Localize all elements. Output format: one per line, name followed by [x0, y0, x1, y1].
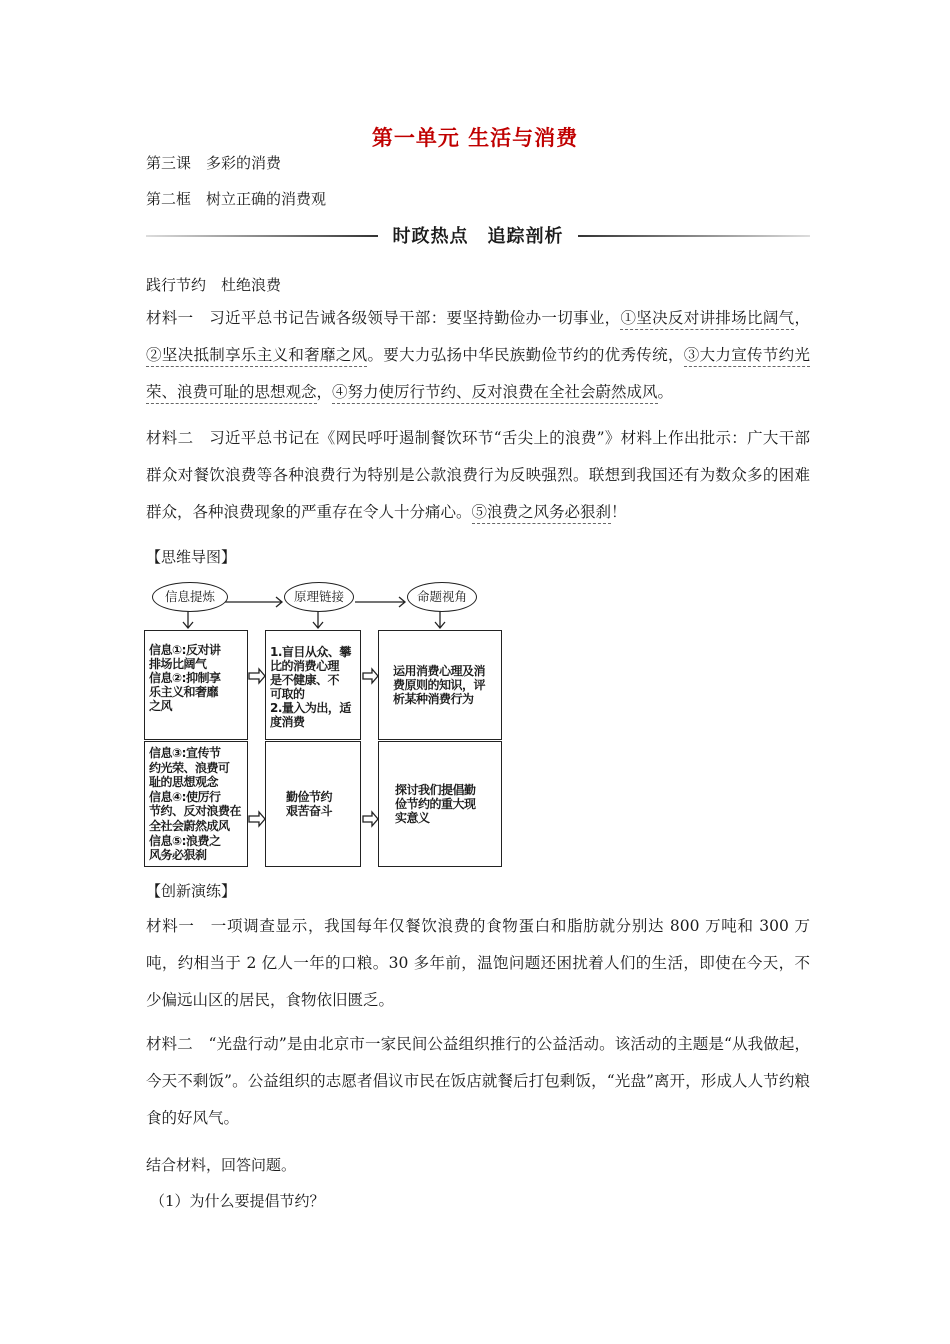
- practice-heading: 【创新演练】: [146, 882, 237, 900]
- topic-heading: 践行节约 杜绝浪费: [146, 276, 282, 294]
- box-line: 耻的思想观念: [149, 775, 219, 790]
- material-one-lead: 材料一 习近平总书记告诫各级领导干部：要坚持勤俭办一切事业，: [146, 309, 621, 327]
- mindmap-heading: 【思维导图】: [146, 548, 237, 566]
- box-line: 信息④:使厉行: [149, 789, 221, 804]
- box-line: 可取的: [270, 687, 305, 701]
- instruction-text: 结合材料，回答问题。: [146, 1156, 297, 1174]
- mind-map: [144, 578, 514, 870]
- box-line: 勤俭节约: [286, 790, 333, 804]
- lesson-title: 第三课 多彩的消费: [146, 154, 282, 172]
- separator: 。: [657, 383, 674, 401]
- practice-material-one: 材料一 一项调查显示，我国每年仅餐饮浪费的食物蛋白和脂肪就分别达 800 万吨和 300 万吨，约相当于 2 亿人一年的口粮。30 多年前，温饱问题还困扰着人们的生活，即使在今天，不少偏远山区的居民，食物依旧匮乏。: [146, 917, 810, 1009]
- box-line: 度消费: [270, 715, 305, 729]
- underlined-point-5: ⑤浪费之风务必狠刹: [472, 503, 612, 524]
- box-line: 费原则的知识，评: [393, 678, 486, 692]
- box-line: 节约、反对浪费在: [149, 804, 242, 819]
- unit-title: 第一单元 生活与消费: [371, 126, 579, 150]
- box-line: 是不健康、不: [270, 673, 340, 687]
- box-line: 比的消费心理: [270, 659, 340, 673]
- underlined-point-1: ①坚决反对讲排场比阔气: [620, 309, 794, 330]
- header-principle-link: 原理链接: [284, 582, 354, 612]
- material-one-mid: 。要大力弘扬中华民族勤俭节约的优秀传统，: [367, 346, 684, 364]
- material-two: [146, 420, 810, 531]
- separator: ，: [316, 383, 333, 401]
- box-line: 排场比阔气: [149, 657, 207, 671]
- box-line: 俭节约的重大现: [395, 797, 476, 811]
- box-line: 信息③:宣传节: [149, 746, 221, 760]
- material-two-text: 材料二 习近平总书记在《网民呼吁遏制餐饮环节“舌尖上的浪费”》材料上作出批示：广大干部群众对餐饮浪费等各种浪费行为特别是公款浪费行为反映强烈。联想到我国还有为数众多的困难群众，各种浪费现象的严重存在令人十分痛心。: [146, 429, 810, 521]
- section-banner: [146, 222, 810, 250]
- box-info-row1: [144, 630, 248, 740]
- box-line: 全社会蔚然成风: [149, 818, 230, 833]
- box-line: 信息①:反对讲: [149, 643, 221, 657]
- underlined-point-2: ②坚决抵制享乐主义和奢靡之风: [146, 346, 367, 367]
- box-line: 约光荣、浪费可: [149, 760, 230, 775]
- banner-rule-right: [578, 235, 810, 237]
- separator: ！: [611, 503, 627, 521]
- box-line: 探讨我们提倡勤: [395, 783, 476, 797]
- material-one: [146, 300, 810, 411]
- box-angle-row1: [378, 630, 502, 740]
- box-angle-row2: [378, 741, 502, 867]
- separator: ，: [794, 309, 810, 327]
- box-line: 1.盲目从众、攀: [270, 645, 351, 659]
- underlined-point-3: ③大力宣传节约光荣、浪费可耻的思想观念: [146, 346, 810, 404]
- underlined-point-4: ④努力使厉行节约、反对浪费在全社会蔚然成风: [332, 383, 658, 404]
- box-info-row2: [144, 741, 248, 867]
- box-line: 风务必狠刹: [149, 848, 207, 863]
- banner-text: 时政热点 追踪剖析: [392, 226, 564, 247]
- box-line: 析某种消费行为: [393, 692, 474, 706]
- header-question-angle: 命题视角: [407, 582, 477, 612]
- box-line: 2.量入为出，适: [270, 701, 351, 715]
- box-line: 信息⑤:浪费之: [149, 833, 221, 848]
- box-line: 实意义: [395, 811, 430, 825]
- box-line: 乐主义和奢靡: [149, 685, 219, 699]
- box-line: 之风: [149, 699, 173, 713]
- box-line: 艰苦奋斗: [286, 804, 333, 818]
- practice-material-two: 材料二 “光盘行动”是由北京市一家民间公益组织推行的公益活动。该活动的主题是“从我做起，今天不剩饭”。公益组织的志愿者倡议市民在饭店就餐后打包剩饭，“光盘”离开，形成人人节约粮食的好风气。: [146, 1035, 810, 1127]
- frame-title: 第二框 树立正确的消费观: [146, 190, 327, 208]
- header-info-extract: 信息提炼: [152, 582, 228, 612]
- question-1: （1）为什么要提倡节约？: [150, 1192, 325, 1210]
- box-principle-row2: [265, 741, 361, 867]
- box-principle-row1: [265, 630, 361, 740]
- box-line: 运用消费心理及消: [393, 664, 486, 678]
- box-line: 信息②:抑制享: [149, 671, 221, 685]
